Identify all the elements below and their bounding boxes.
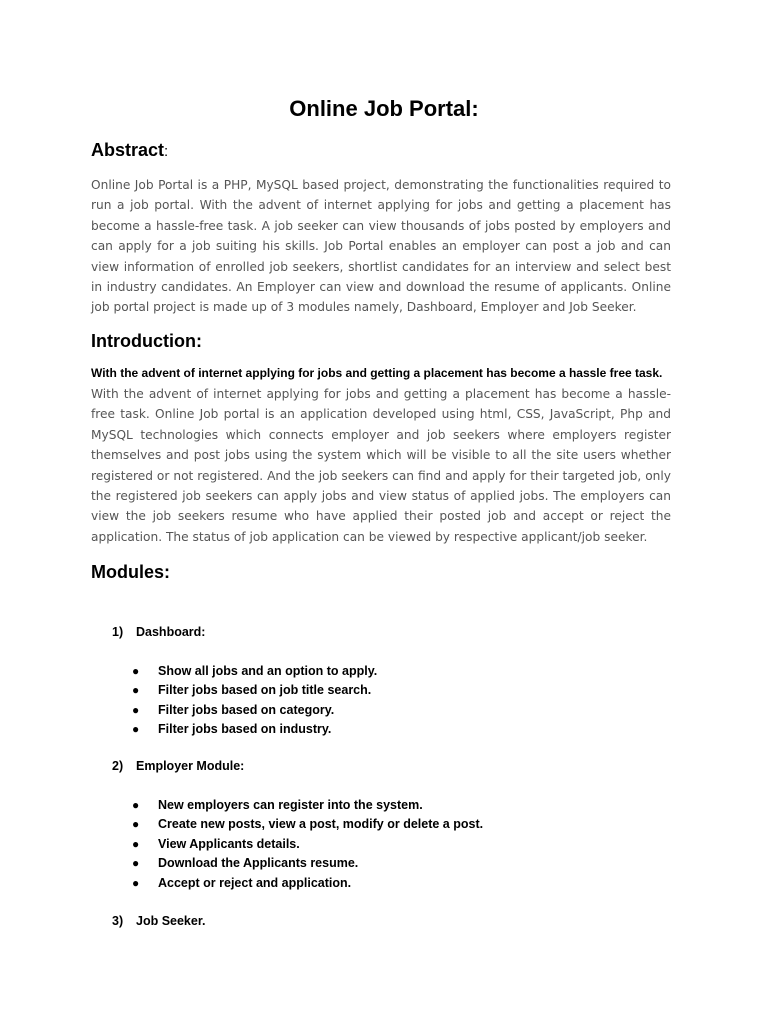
modules-heading: Modules: xyxy=(91,562,170,582)
list-item-text: Filter jobs based on job title search. xyxy=(158,683,372,698)
module-number: 1) xyxy=(112,625,124,639)
dashboard-bullet-list xyxy=(132,662,377,740)
list-item-text: Show all jobs and an option to apply. xyxy=(158,664,378,678)
list-item xyxy=(132,854,483,873)
bullet-icon: ● xyxy=(132,664,140,678)
document-title: Online Job Portal: xyxy=(289,96,479,121)
list-item-text: Create new posts, view a post, modify or delete a post. xyxy=(158,817,484,832)
module-title-label: Job Seeker. xyxy=(136,914,206,928)
list-item xyxy=(132,874,483,893)
list-item-text: Accept or reject and application. xyxy=(158,875,352,890)
bullet-icon: ● xyxy=(132,817,140,832)
module-title-label: Employer Module: xyxy=(136,759,245,773)
abstract-paragraph: Online Job Portal is a PHP, MySQL based project, demonstrating the functionalities required to run a job portal. With the advent of internet applying for jobs and getting a placement has become a hassle-free task. A job seeker can view thousands of jobs posted by employers and can apply for a job suiting his skills. Job Portal enables an employer can post a job and can view information of enrolled job seekers, shortlist candidates for an interview and select best in industry candidates. An Employer can view and download the resume of applicants. Online job portal project is made up of 3 modules namely, Dashboard, Employer and Job Seeker. xyxy=(91,178,671,315)
list-item xyxy=(132,796,483,815)
abstract-heading-label: Abstract xyxy=(91,140,165,160)
list-item-text: Filter jobs based on industry. xyxy=(158,722,332,737)
bullet-icon: ● xyxy=(132,875,140,890)
introduction-heading: Introduction: xyxy=(91,331,202,351)
list-item-text: View Applicants details. xyxy=(158,836,300,851)
list-item xyxy=(132,720,377,739)
list-item xyxy=(132,815,483,834)
bullet-icon: ● xyxy=(132,798,140,812)
list-item xyxy=(132,662,377,681)
module-title-dashboard xyxy=(112,625,205,639)
list-item xyxy=(132,681,377,700)
abstract-heading xyxy=(91,140,168,161)
bullet-icon: ● xyxy=(132,722,140,737)
list-item-text: Download the Applicants resume. xyxy=(158,856,359,871)
bullet-icon: ● xyxy=(132,683,140,698)
module-title-label: Dashboard: xyxy=(136,625,206,639)
list-item xyxy=(132,701,377,720)
module-number: 3) xyxy=(112,914,124,928)
list-item-text: New employers can register into the system. xyxy=(158,798,423,812)
bullet-icon: ● xyxy=(132,702,140,717)
introduction-lead-sentence: With the advent of internet applying for jobs and getting a placement has become a hassle free task. xyxy=(91,366,663,380)
module-number: 2) xyxy=(112,759,124,773)
module-title-job-seeker xyxy=(112,914,206,928)
employer-bullet-list xyxy=(132,796,483,893)
bullet-icon: ● xyxy=(132,836,140,851)
abstract-heading-suffix: : xyxy=(164,143,169,160)
introduction-paragraph: With the advent of internet applying for jobs and getting a placement has become a hassle-free task. Online Job portal is an application developed using html, CSS, JavaScript, Php and MySQL technologies which connects employer and job seekers where employers register themselves and post jobs using the system which will be visible to all the site users whether registered or not registered. And the job seekers can find and apply for their targeted job, only the registered job seekers can apply jobs and view status of applied jobs. The employers can view the job seekers resume who have applied their posted job and accept or reject the application. The status of job application can be viewed by respective applicant/job seeker. xyxy=(91,387,671,544)
module-title-employer xyxy=(112,759,244,773)
bullet-icon: ● xyxy=(132,856,140,871)
list-item-text: Filter jobs based on category. xyxy=(158,702,335,717)
list-item xyxy=(132,835,483,854)
